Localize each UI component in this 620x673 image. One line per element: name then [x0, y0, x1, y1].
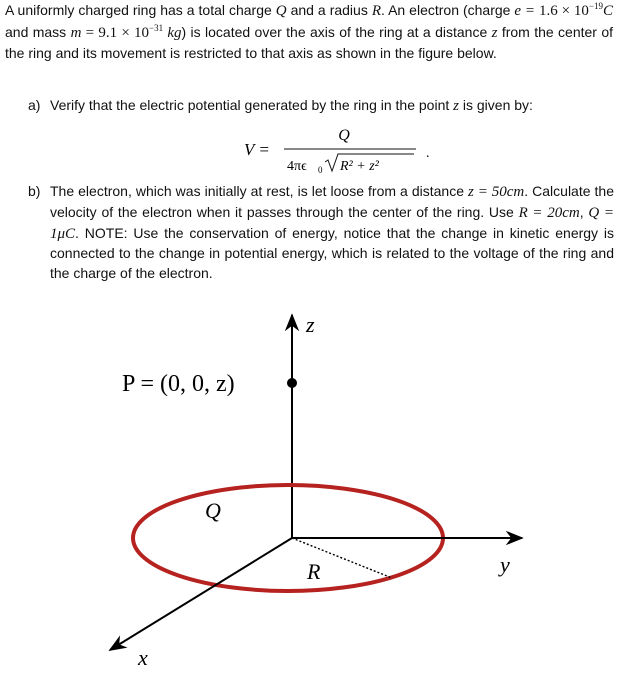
part-a: a) Verify that the electric potential generated by the ring in the point z is given by: [28, 97, 533, 114]
var-R: R [371, 3, 381, 19]
formula-radicand: R² + z² [340, 159, 379, 174]
formula-lhs: V = [244, 140, 270, 159]
part-b: b) The electron, which was initially at rest, is let loose from a distance z = 50cm. Calculate the velocity of the electron when it passes through the center of the ring. Use R = 20cm, Q = 1μC. NOTE: Use the conservation of energy, notice that the change in kinetic energy is connected to the change in potential energy, which is related to the voltage of the ring and the charge of the electron. [28, 183, 614, 282]
potential-formula [244, 124, 444, 180]
x-axis-label: x [138, 645, 148, 670]
y-axis-label: y [500, 552, 510, 577]
x-axis [110, 538, 292, 650]
formula-denominator-sub: 0 [318, 165, 323, 175]
point-p-label: P = (0, 0, z) [122, 371, 235, 397]
var-Q: Q [275, 3, 287, 19]
charge-value: $1.6 \times 10^{-19}C$ [539, 1, 614, 19]
formula-numerator: Q [338, 127, 350, 144]
ring-figure [0, 300, 620, 673]
z-axis-label: z [306, 312, 315, 337]
ring-charge-label: Q [205, 498, 221, 523]
part-a-label: a) [28, 97, 41, 113]
part-b-label: b) [28, 183, 41, 199]
var-e: e = [514, 3, 536, 19]
radius-label: R [307, 559, 321, 584]
formula-denominator-prefix: 4πϵ [287, 159, 307, 174]
problem-statement: A uniformly charged ring has a total charge Q and a radius R. An electron (charge $e = 1.6 \times 10^{-19}C$ and mass $m = 9.1 \times 10^{-31}$ kg) is located over the axis of the ring at a distance z from the center of the ring and its movement is restricted to that axis as shown in the figure below. [5, 1, 614, 61]
point-p [287, 378, 297, 388]
formula-trailing: . [426, 146, 430, 161]
mass-value: = $9.1 \times 10^{-31}$ kg [81, 22, 182, 41]
